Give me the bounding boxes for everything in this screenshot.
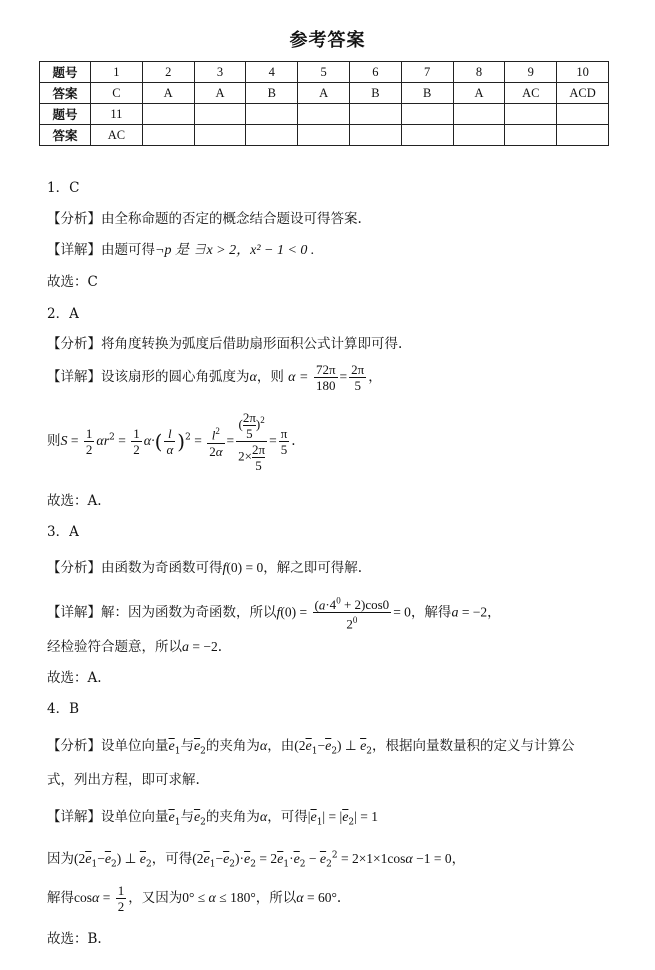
q3-check: 经检验符合题意，所以a = −2. [47, 639, 223, 655]
q4-detail-text: 【详解】设单位向量 [47, 809, 169, 825]
table-cell: 6 [349, 62, 401, 83]
q4-because: 因为$(2\overline{e}_1-\overline{e}_2)$ ⊥ $\overline{e}_2$，可得$(2\overline{e}_1-\overline{e}_2)\cdot\overline{e}_2 = 2\overline{e}_1\cdot\overline{e}_2 - \overline{e}_2^2 = 2\times 1\times 1\cos\alpha -1 = 0$， [47, 850, 466, 870]
table-cell: 5 [298, 62, 350, 83]
table-cell [557, 104, 609, 125]
table-cell [194, 104, 246, 125]
table-cell: 2 [142, 62, 194, 83]
table-cell: C [91, 83, 143, 104]
q4-detail-text: 的夹角为 [205, 809, 260, 825]
q3-analysis: 【分析】由函数为奇函数可得f(0) = 0，解之即可得解. [47, 560, 363, 576]
row-label: 题号 [40, 62, 91, 83]
table-cell [298, 104, 350, 125]
table-cell: A [453, 83, 505, 104]
table-cell: AC [505, 83, 557, 104]
q2-detail-prefix: 【详解】设该扇形的圆心角弧度为 [47, 369, 250, 385]
q2-fraction-72pi-180: $\frac{72\pi}{180}$ [315, 362, 336, 393]
q3-detail-mid: ，解得 [410, 604, 452, 621]
table-cell [246, 104, 298, 125]
table-cell [298, 125, 350, 146]
table-cell [505, 104, 557, 125]
table-row [40, 125, 609, 146]
q1-analysis: 【分析】由全称命题的否定的概念结合题设可得答案. [47, 211, 362, 227]
q2-alpha-eq: α = [288, 370, 312, 385]
table-cell [453, 125, 505, 146]
q2-choice: 故选：A. [47, 493, 102, 509]
q4-analysis-text: 与 [180, 738, 194, 754]
table-row [40, 104, 609, 125]
q1-detail [47, 238, 314, 259]
q2-fraction-2pi-5: $\frac{2\pi}{5}$ [351, 362, 365, 393]
table-row [40, 62, 609, 83]
q1-detail-formula: ¬p 是 ∃x > 2，x² − 1 < 0 . [155, 243, 315, 258]
q1-heading: 1．C [47, 180, 80, 196]
table-cell: A [194, 83, 246, 104]
q4-analysis-text: ，根据向量数量积的定义与计算公 [372, 738, 575, 754]
table-cell: 11 [91, 104, 143, 125]
q3-analysis-prefix: 【分析】由函数为奇函数可得 [47, 560, 223, 576]
table-cell: 9 [505, 62, 557, 83]
q2-area-formula: 则S = $\frac{1}{2}$ $\alpha r^2$ = $\frac{1}{2}$ α·( $\frac{l}{\alpha}$ )$^2$ = $\frac{l^2}{2\alpha}$ = ( $\frac{2\pi}{5}$ )$^2$ 2× $\frac{2\pi}{5}$ = $\frac{\pi}{5}$ . [47, 410, 296, 473]
q4-solve-text: 解得 [47, 890, 74, 906]
row-label: 答案 [40, 83, 91, 104]
q1-detail-prefix: 【详解】由题可得 [47, 242, 155, 258]
table-cell [401, 125, 453, 146]
q4-also-text: ，又因为 [128, 890, 183, 906]
q4-because-text: 因为 [47, 851, 74, 867]
q3-choice: 故选：A. [47, 670, 102, 686]
table-cell: B [246, 83, 298, 104]
q4-heading: 4．B [47, 701, 80, 717]
table-cell [246, 125, 298, 146]
answer-table [39, 61, 609, 146]
table-cell [142, 104, 194, 125]
table-cell [453, 104, 505, 125]
table-cell: B [401, 83, 453, 104]
row-label: 答案 [40, 125, 91, 146]
q4-analysis: 【分析】设单位向量$\overline{e}_1$与$\overline{e}_2$的夹角为α，由$(2\overline{e}_1-\overline{e}_2)$ ⊥ $\overline{e}_2$，根据向量数量积的定义与计算公 [47, 738, 575, 757]
q2-heading: 2．A [47, 306, 79, 322]
table-cell [142, 125, 194, 146]
table-cell [349, 125, 401, 146]
q3-analysis-suffix: ，解之即可得解. [263, 560, 363, 576]
q4-analysis-text: ，由 [267, 738, 295, 754]
q4-analysis-text: 【分析】设单位向量 [47, 738, 169, 754]
q4-detail-text: ，可得 [267, 809, 308, 825]
q3-detail-prefix: 【详解】解：因为函数为奇函数，所以 [47, 604, 277, 621]
q4-can-get-text: ，可得 [151, 851, 193, 867]
table-cell [401, 104, 453, 125]
table-cell: 3 [194, 62, 246, 83]
q4-choice: 故选：B. [47, 931, 102, 947]
table-cell: 10 [557, 62, 609, 83]
q3-heading: 3．A [47, 524, 79, 540]
q4-so-text: ，所以 [255, 890, 297, 906]
row-label: 题号 [40, 104, 91, 125]
q4-analysis-cont: 式，列出方程，即可求解. [47, 772, 200, 788]
table-cell [349, 104, 401, 125]
table-cell: B [349, 83, 401, 104]
table-cell: 4 [246, 62, 298, 83]
q3-detail: 【详解】解：因为函数为奇函数，所以f(0) = $\frac{(a\cdot 4^0 + 2)\cos 0}{2^0}$ = 0，解得a = −2， [47, 596, 501, 632]
q4-detail-text: 与 [180, 809, 194, 825]
table-cell: ACD [557, 83, 609, 104]
q2-angle-formula: α [249, 370, 257, 385]
table-cell [557, 125, 609, 146]
table-cell: 1 [91, 62, 143, 83]
table-cell: A [298, 83, 350, 104]
q4-analysis-text: 的夹角为 [205, 738, 260, 754]
q2-analysis: 【分析】将角度转换为弧度后借助扇形面积公式计算即可得. [47, 336, 403, 352]
table-cell [194, 125, 246, 146]
table-row [40, 83, 609, 104]
table-cell: AC [91, 125, 143, 146]
table-cell: 8 [453, 62, 505, 83]
q3-check-prefix: 经检验符合题意，所以 [47, 639, 182, 655]
table-cell [505, 125, 557, 146]
table-cell: 7 [401, 62, 453, 83]
q1-choice: 故选：C [47, 274, 98, 290]
q4-solve: 解得cosα = $\frac{1}{2}$ ，又因为0° ≤ α ≤ 180°，所以α = 60°. [47, 883, 342, 914]
q4-detail: 【详解】设单位向量$\overline{e}_1$与$\overline{e}_2$的夹角为α，可得$|\overline{e}_1| = |\overline{e}_2| = 1$ [47, 809, 378, 828]
q2-detail: 【详解】设该扇形的圆心角弧度为α，则 α = $\frac{72\pi}{180}$ = $\frac{2\pi}{5}$ ， [47, 362, 382, 393]
page-title: 参考答案 [289, 30, 366, 51]
table-cell: A [142, 83, 194, 104]
